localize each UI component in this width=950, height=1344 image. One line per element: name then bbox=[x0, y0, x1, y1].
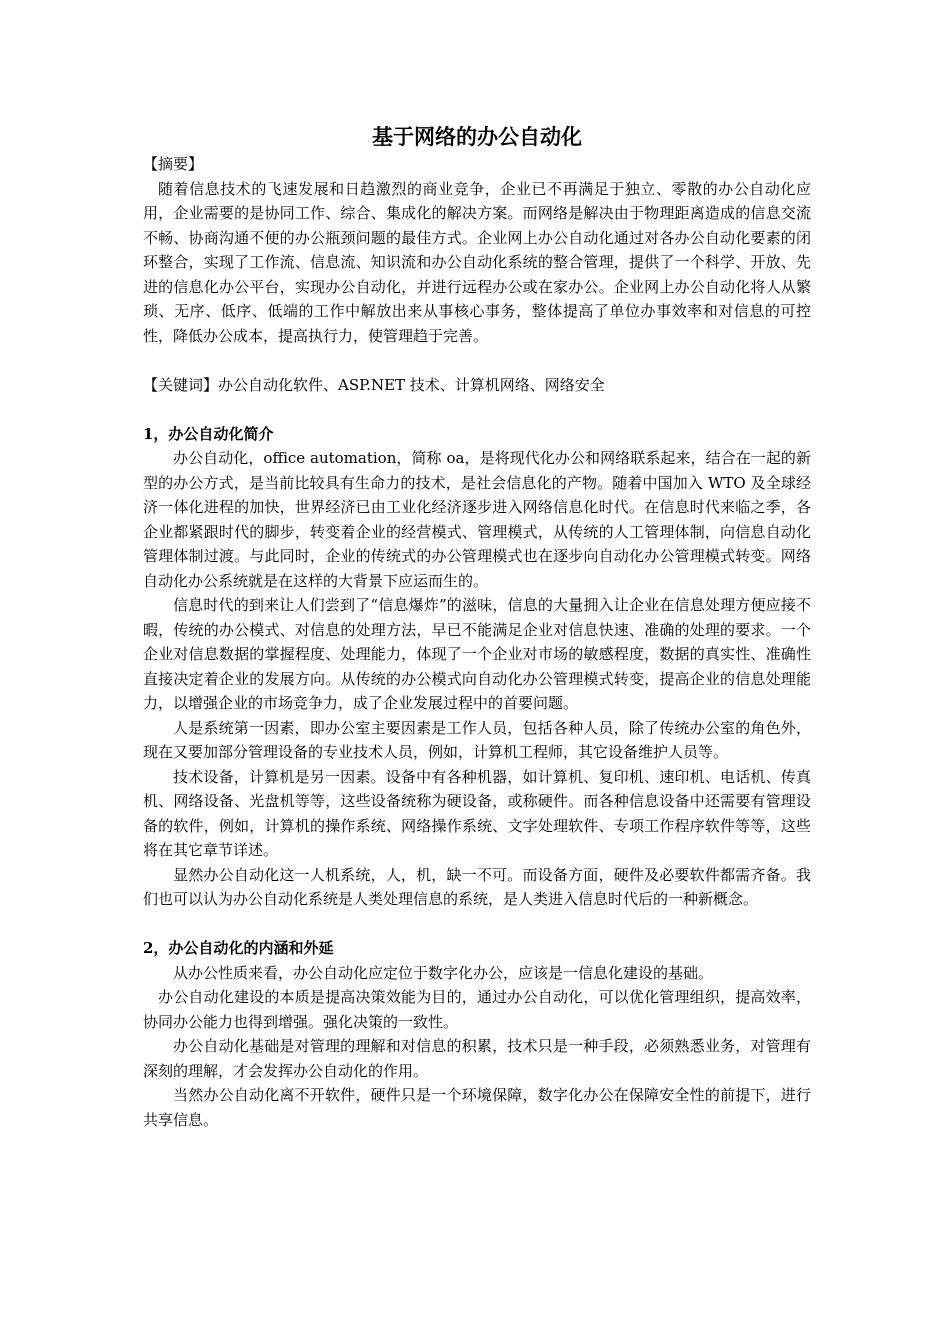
spacer bbox=[143, 912, 811, 937]
spacer bbox=[143, 348, 811, 373]
abstract-label: 【摘要】 bbox=[143, 155, 204, 173]
section-heading-2: 2，办公自动化的内涵和外延 bbox=[143, 939, 334, 957]
body-paragraph: 技术设备，计算机是另一因素。设备中有各种机器，如计算机、复印机、速印机、电话机、传真机、网络设备、光盘机等等，这些设备统称为硬设备，或称硬件。而各种信息设备中还需要有管理设备的软件，例如，计算机的操作系统、网络操作系统、文字处理软件、专项工作程序软件等等，这些将在其它章节详述。 bbox=[143, 767, 811, 859]
abstract-paragraph: 随着信息技术的飞速发展和日趋激烈的商业竞争，企业已不再满足于独立、零散的办公自动化应用，企业需要的是协同工作、综合、集成化的解决方案。而网络是解决由于物理距离造成的信息交流不畅、协商沟通不便的办公瓶颈问题的最佳方式。企业网上办公自动化通过对各办公自动化要素的闭环整合，实现了工作流、信息流、知识流和办公自动化系统的整合管理，提供了一个科学、开放、先进的信息化办公平台，实现办公自动化，并进行远程办公或在家办公。企业网上办公自动化将人从繁琐、无序、低序、低端的工作中解放出来从事核心事务，整体提高了单位办事效率和对信息的可控性，降低办公成本，提高执行力，使管理趋于完善。 bbox=[143, 179, 811, 345]
keywords-line bbox=[143, 373, 811, 398]
document-title: 基于网络的办公自动化 bbox=[372, 124, 582, 149]
keywords-text: 办公自动化软件、ASP.NET 技术、计算机网络、网络安全 bbox=[218, 375, 605, 394]
body-paragraph: 办公自动化，office automation，简称 oa，是将现代化办公和网络联系起来，结合在一起的新型的办公方式，是当前比较具有生命力的技术，是社会信息化的产物。随着中国加入 WTO 及全球经济一体化进程的加快，世界经济已由工业化经济逐步进入网络信息化时代。在信息时代来临之季，各企业都紧跟时代的脚步，转变着企业的经营模式、管理模式，从传统的人工管理体制，向信息自动化管理体制过渡。与此同时，企业的传统式的办公管理模式也在逐步向自动化办公管理模式转变。网络自动化办公系统就是在这样的大背景下应运而生的。 bbox=[143, 449, 811, 590]
body-paragraph: 从办公性质来看，办公自动化应定位于数字化办公，应该是一信息化建设的基础。 bbox=[173, 963, 714, 982]
body-paragraph: 人是系统第一因素，即办公室主要因素是工作人员，包括各种人员，除了传统办公室的角色外，现在又要加部分管理设备的专业技术人员，例如，计算机工程师，其它设备维护人员等。 bbox=[143, 718, 811, 761]
body-paragraph: 信息时代的到来让人们尝到了“信息爆炸”的滋味，信息的大量拥入让企业在信息处理方便应接不暇，传统的办公模式、对信息的处理方法，早已不能满足企业对信息快速、准确的处理的要求。一个企业对信息数据的掌握程度、处理能力，体现了一个企业对市场的敏感程度，数据的真实性、准确性直接决定着企业的发展方向。从传统的办公模式向自动化办公管理模式转变，提高企业的信息处理能力，以增强企业的市场竞争力，成了企业发展过程中的首要问题。 bbox=[143, 596, 811, 712]
body-paragraph: 办公自动化基础是对管理的理解和对信息的积累，技术只是一种手段，必须熟悉业务，对管理有深刻的理解，才会发挥办公自动化的作用。 bbox=[143, 1037, 811, 1080]
spacer bbox=[143, 397, 811, 422]
document-page bbox=[143, 122, 811, 1132]
body-paragraph: 办公自动化建设的本质是提高决策效能为目的，通过办公自动化，可以优化管理组织，提高效率，协同办公能力也得到增强。强化决策的一致性。 bbox=[143, 988, 811, 1031]
keywords-label: 【关键词】 bbox=[143, 375, 219, 394]
body-paragraph: 显然办公自动化这一人机系统，人，机，缺一不可。而设备方面，硬件及必要软件都需齐备。我们也可以认为办公自动化系统是人类处理信息的系统，是人类进入信息时代后的一种新概念。 bbox=[143, 865, 811, 908]
section-heading-1: 1，办公自动化简介 bbox=[143, 424, 274, 443]
body-paragraph: 当然办公自动化离不开软件，硬件只是一个环境保障，数字化办公在保障安全性的前提下，进行共享信息。 bbox=[143, 1086, 811, 1129]
